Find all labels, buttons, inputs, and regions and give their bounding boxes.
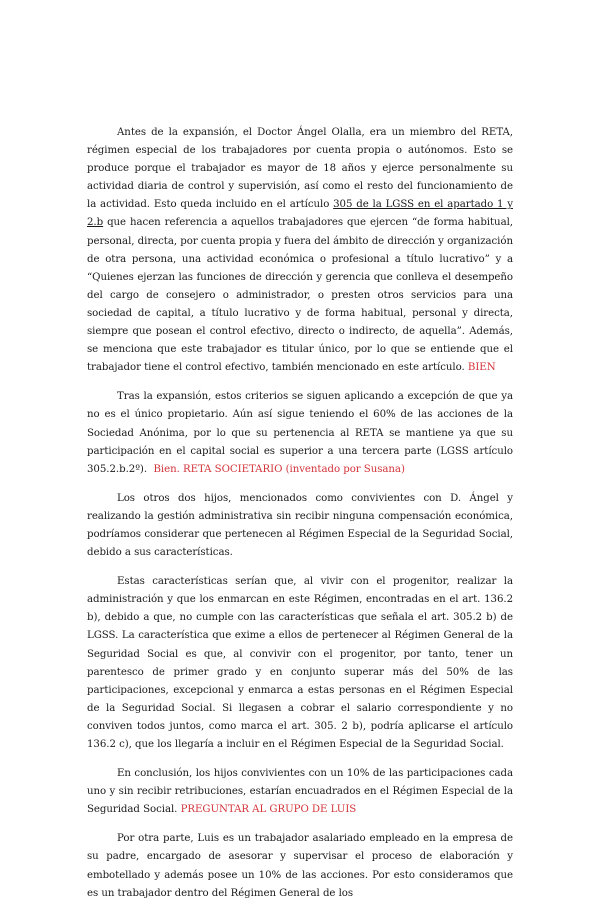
paragraph-2 — [87, 388, 513, 478]
paragraph-6-text: Por otra parte, Luis es un trabajador asalariado empleado en la empresa de su padre, encargado de asesorar y supervisar el proceso de elaboración y embotellado y además posee un 10% de las acciones. Por esto consideramos que es un trabajador dentro del Régimen General de los — [87, 833, 513, 899]
paragraph-4 — [87, 573, 513, 754]
paragraph-5-text: En conclusión, los hijos convivientes con un 10% de las participaciones cada uno y sin recibir retribuciones, estarían encuadrados en el Régimen Especial de la Seguridad Social. — [87, 768, 513, 816]
review-note-reta-societario: Bien. RETA SOCIETARIO (inventado por Susana) — [153, 463, 405, 475]
paragraph-1 — [87, 124, 513, 377]
paragraph-4-text: Estas características serían que, al vivir con el progenitor, realizar la administración y que los enmarcan en este Régimen, encontradas en el art. 136.2 b), debido a que, no cumple con las características que señala el art. 305.2 b) de LGSS. La característica que exime a ellos de pertenecer al Régimen General de la Seguridad Social es que, al convivir con el progenitor, por tanto, tener un parentesco de primer grado y en conjunto superar más del 50% de las participaciones, excepcional y enmarca a estas personas en el Régimen Especial de la Seguridad Social. Si llegasen a cobrar el salario correspondiente y no conviven todos juntos, como marca el art. 305. 2 b), podría aplicarse el artículo 136.2 c), que los llegaría a incluir en el Régimen Especial de la Seguridad Social. — [87, 576, 513, 750]
paragraph-5 — [87, 765, 513, 819]
review-note-bien: BIEN — [467, 362, 496, 374]
paragraph-3 — [87, 490, 513, 562]
paragraph-3-text: Los otros dos hijos, mencionados como convivientes con D. Ángel y realizando la gestión administrativa sin recibir ninguna compensación económica, podríamos considerar que pertenecen al Régimen Especial de la Seguridad Social, debido a sus características. — [87, 492, 513, 559]
article-reference-link[interactable]: 305 de la LGSS en el apartado 1 y 2.b — [87, 199, 513, 229]
paragraph-1-text-continued: que hacen referencia a aquellos trabajadores que ejercen “de forma habitual, personal, directa, por cuenta propia y fuera del ámbito de dirección y organización de otra persona, una actividad económica o profesional a título lucrativo” y a “Quienes ejerzan las funciones de dirección y gerencia que conlleva el desempeño del cargo de consejero o administrador, o presten otros servicios para una sociedad de capital, a título lucrativo y de forma habitual, personal y directa, siempre que posean el control efectivo, directo o indirecto, de aquella”. Además, se menciona que este trabajador es titular único, por lo que se entiende que el trabajador tiene el control efectivo, también mencionado en este artículo. — [87, 217, 513, 374]
paragraph-2-text: Tras la expansión, estos criterios se siguen aplicando a excepción de que ya no es el único propietario. Aún así sigue teniendo el 60% de las acciones de la Sociedad Anónima, por lo que su pertenencia al RETA se mantiene ya que su participación en el capital social es superior a una tercera parte (LGSS artículo 305.2.b.2º). — [87, 391, 513, 475]
paragraph-1-text: Antes de la expansión, el Doctor Ángel Olalla, era un miembro del RETA, régimen especial de los trabajadores por cuenta propia o autónomos. Esto se produce porque el trabajador es mayor de 18 años y ejerce personalmente su actividad diaria de control y supervisión, así como el resto del funcionamiento de la actividad. Esto queda incluido en el artículo — [87, 127, 513, 211]
review-note-preguntar: PREGUNTAR AL GRUPO DE LUIS — [180, 804, 357, 816]
paragraph-6 — [87, 830, 513, 902]
